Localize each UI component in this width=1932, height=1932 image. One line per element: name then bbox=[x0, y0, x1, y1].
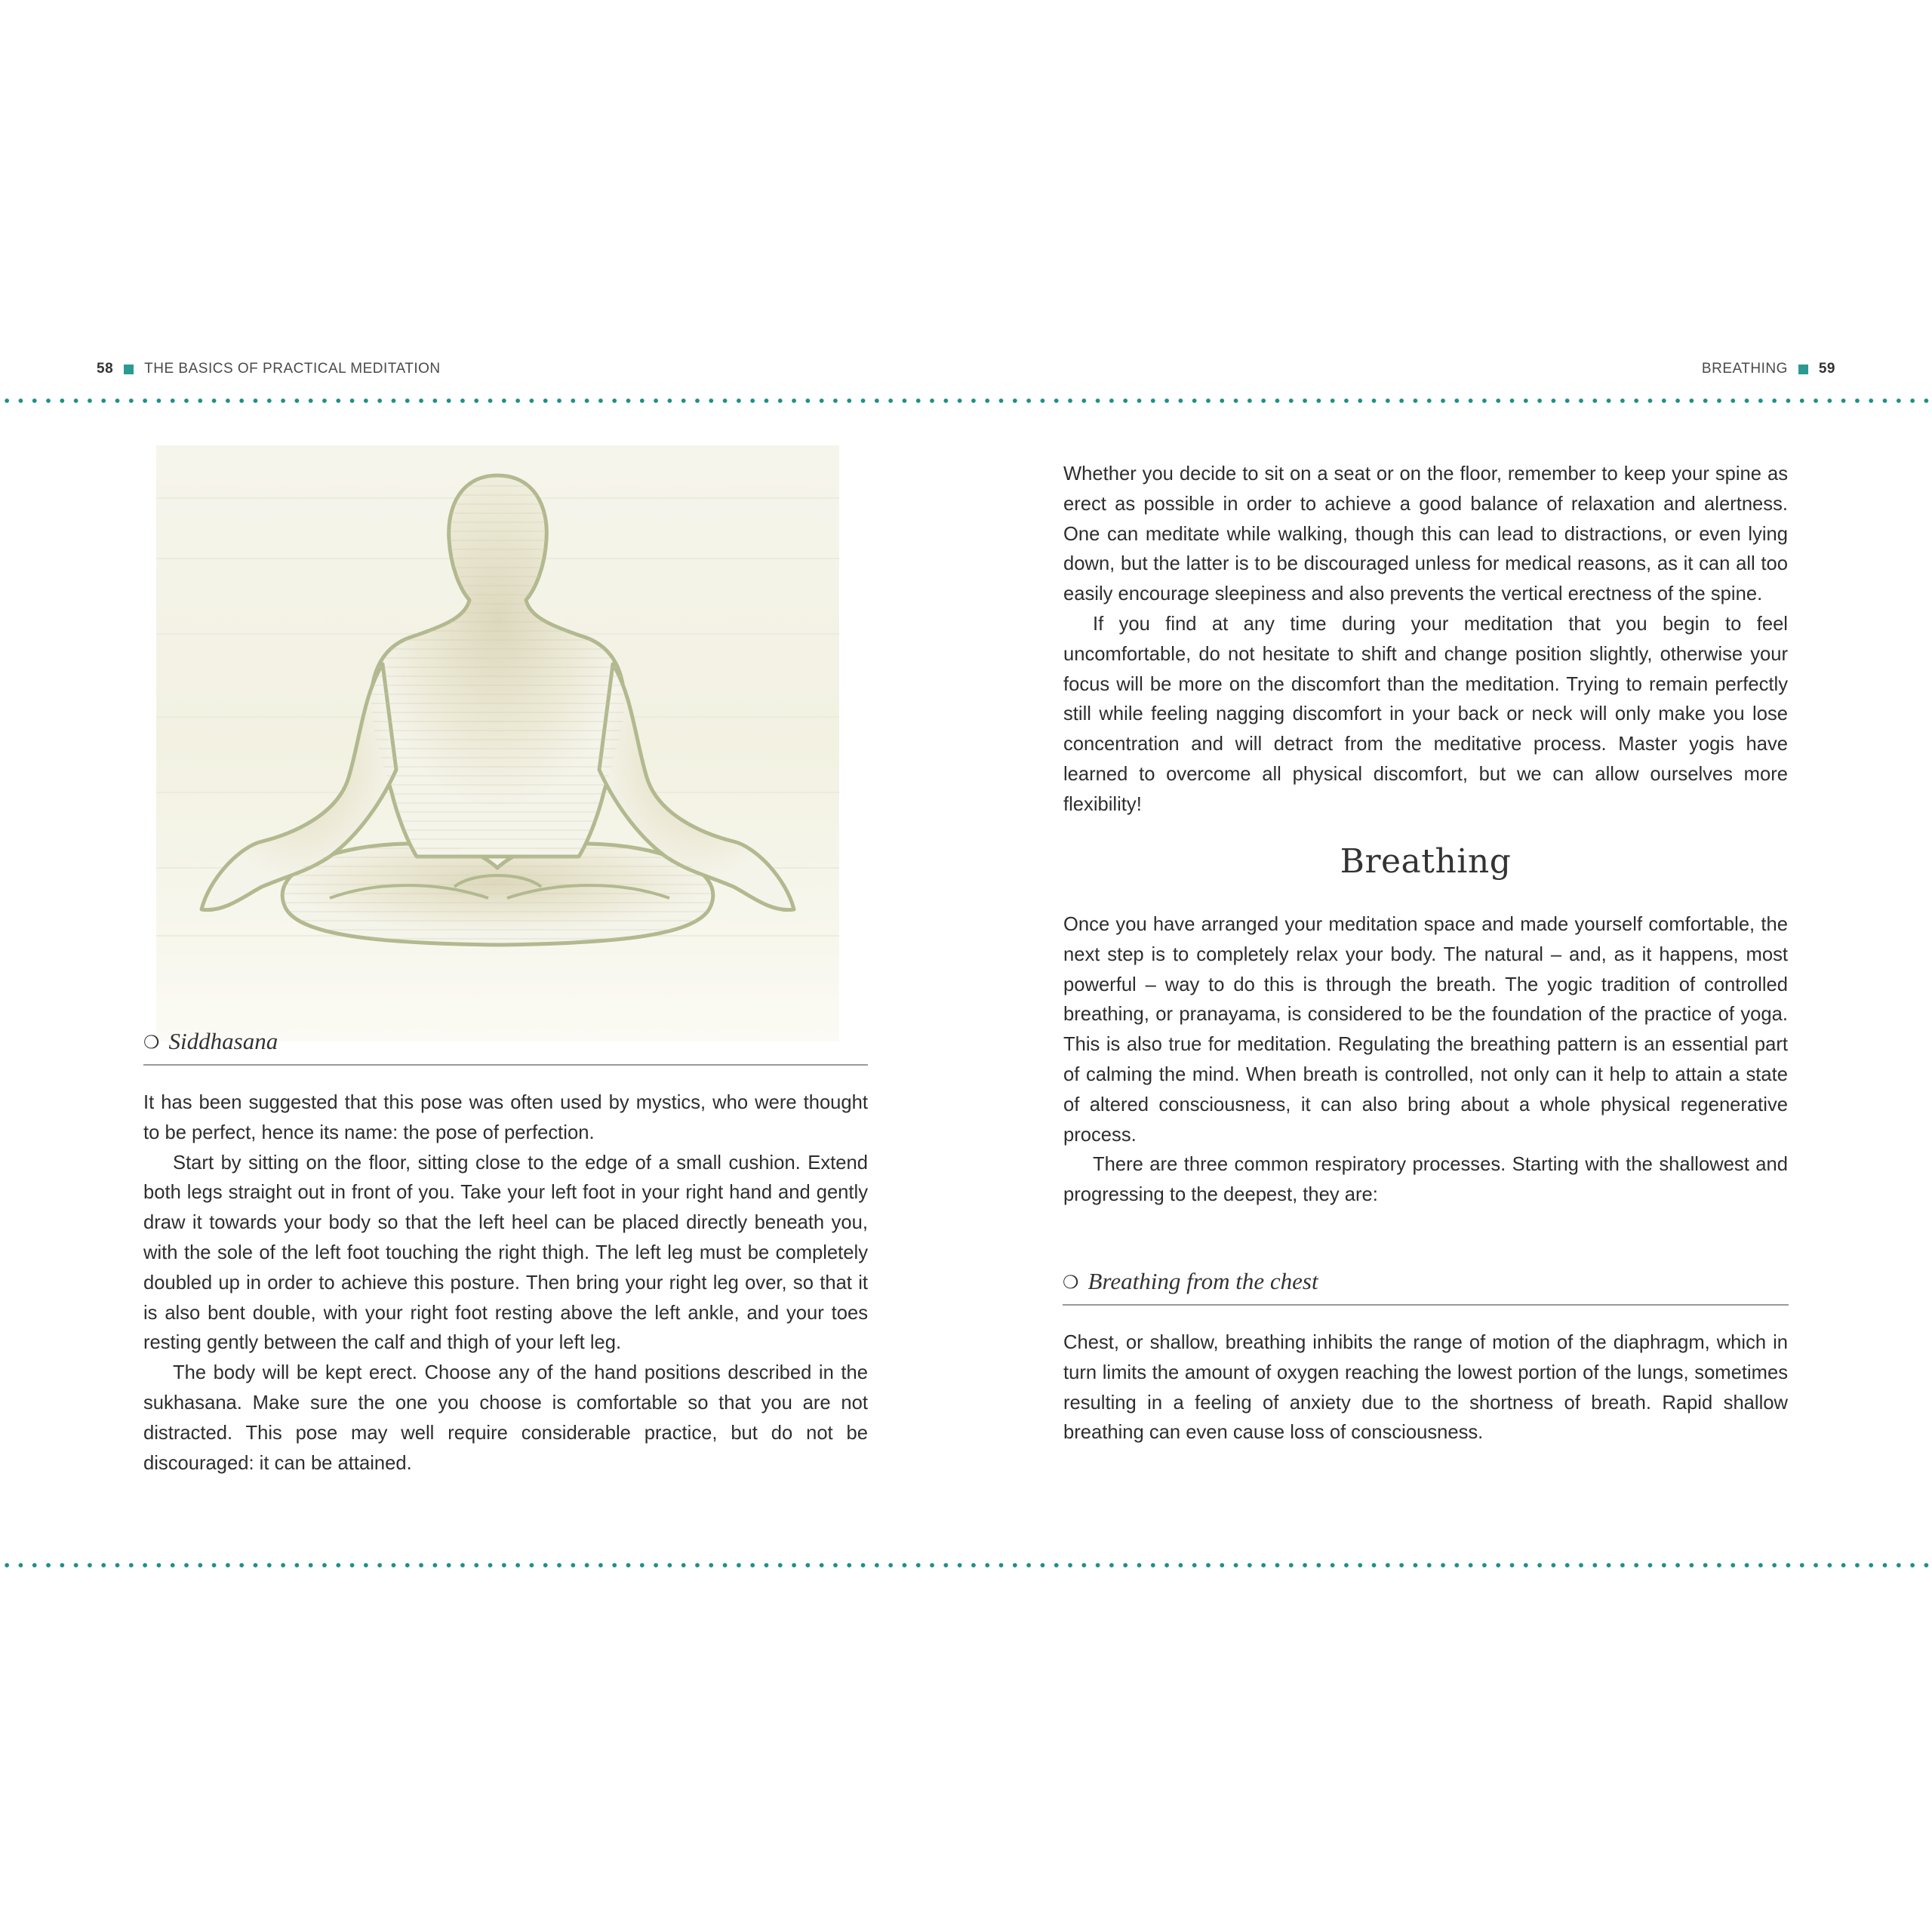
running-title-right: BREATHING bbox=[1701, 361, 1788, 377]
subheading bbox=[1063, 1268, 1789, 1306]
section-heading: Breathing bbox=[1340, 842, 1512, 881]
paragraph: Once you have arranged your meditation space and made yourself comfortable, the next step is to completely relax your body. The natural – and, as it happens, most powerful – way to do this is through the breath. The yogic tradition of controlled breathing, or pranayama, is considered to be the foundation of the practice of yoga. This is also true for meditation. Regulating the breathing pattern is an essential part of calming the mind. When breath is controlled, not only can it help to attain a state of altered consciousness, it can also bring about a whole physical regenerative process. bbox=[1063, 914, 1788, 1146]
circle-bullet-icon: ❍ bbox=[143, 1032, 160, 1053]
paragraph: Chest, or shallow, breathing inhibits the range of motion of the diaphragm, which in turn limits the amount of oxygen reaching the lowest portion of the lungs, sometimes resulting in a feeling of anxiety due to the shortness of breath. Rapid shallow breathing can even cause loss of consciousness. bbox=[1063, 1332, 1788, 1444]
left-page-body bbox=[143, 1088, 868, 1478]
circle-bullet-icon: ❍ bbox=[1063, 1272, 1079, 1293]
page-number-left: 58 bbox=[97, 361, 114, 377]
header-square-icon bbox=[124, 365, 134, 374]
paragraph: Whether you decide to sit on a seat or on the floor, remember to keep your spine as erect as possible in order to achieve a good balance of relaxation and alertness. One can meditate while walking, though this can lead to distractions, or even lying down, but the latter is to be discouraged unless for medical reasons, as it can all too easily encourage sleepiness and also prevents the vertical erectness of the spine. bbox=[1063, 463, 1788, 605]
page-number-right: 59 bbox=[1818, 361, 1835, 377]
paragraph: There are three common respiratory processes. Starting with the shallowest and progressing to the deepest, they are: bbox=[1063, 1154, 1788, 1206]
paragraph: Start by sitting on the floor, sitting close to the edge of a small cushion. Extend both legs straight out in front of you. Take your left foot in your right hand and gently draw it towards your body so that the left heel can be placed directly beneath you, with the sole of the left foot touching the right thigh. The left leg must be completely doubled up in order to achieve this posture. Then bring your right leg over, so that it is also bent double, with your right foot resting above the left ankle, and your toes resting gently between the calf and thigh of your left leg. bbox=[143, 1152, 868, 1354]
running-head-left bbox=[97, 361, 441, 377]
paragraph: It has been suggested that this pose was often used by mystics, who were thought to be perfect, hence its name: the pose of perfection. bbox=[143, 1092, 868, 1143]
paragraph: The body will be kept erect. Choose any of the hand positions described in the sukhasana. Make sure the one you choose is comfortable so that you are not distracted. This pose may well require considerable practice, but do not be discouraged: it can be attained. bbox=[143, 1362, 868, 1474]
right-page-intro bbox=[1063, 460, 1788, 820]
subheading-text: Breathing from the chest bbox=[1088, 1268, 1318, 1294]
breathing-section-body bbox=[1063, 910, 1788, 1211]
running-head-right bbox=[1702, 361, 1835, 377]
seated-meditation-figure-icon bbox=[156, 445, 839, 1041]
dotted-rule-bottom bbox=[0, 1562, 1932, 1568]
chest-breathing-body bbox=[1063, 1328, 1788, 1448]
paragraph: If you find at any time during your meditation that you begin to feel uncomfortable, do not hesitate to shift and change position slightly, otherwise your focus will be more on the discomfort than the meditation. Trying to remain perfectly still while feeling nagging discomfort in your back or neck will only make you lose concentration and will detract from the meditative process. Master yogis have learned to overcome all physical discomfort, but we can allow ourselves more flexibility! bbox=[1063, 613, 1788, 815]
running-title-left: THE BASICS OF PRACTICAL MEDITATION bbox=[144, 361, 441, 377]
figure-caption bbox=[143, 1028, 868, 1066]
caption-text: Siddhasana bbox=[168, 1028, 278, 1054]
header-square-icon bbox=[1798, 365, 1808, 374]
dotted-rule-top bbox=[0, 398, 1932, 404]
